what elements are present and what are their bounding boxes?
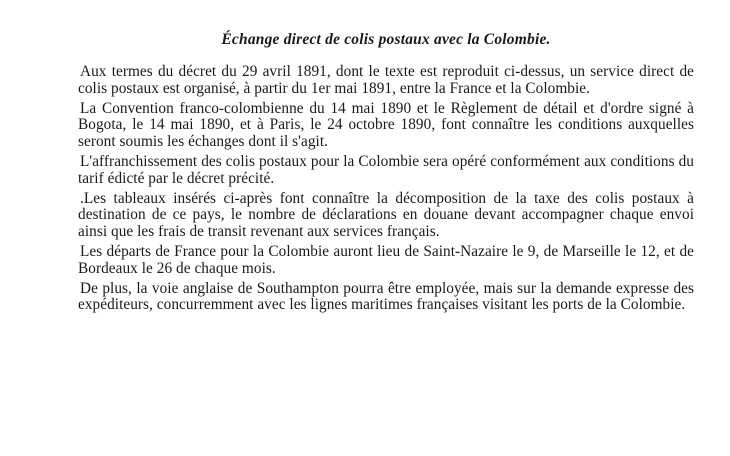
paragraph-southampton: De plus, la voie anglaise de Southampton pourra être employée, mais sur la demande expresse des expéditeurs, concurremment avec les lignes maritimes françaises visitant les ports de la Colombie. <box>78 279 694 314</box>
paragraph-decree: Aux termes du décret du 29 avril 1891, dont le texte est reproduit ci-dessus, un service direct de colis postaux est organisé, à partir du 1er mai 1891, entre la France et la Colombie. <box>78 63 694 97</box>
paragraph-postage: L'affranchissement des colis postaux pour la Colombie sera opéré conformément aux conditions du tarif édicté par le décret précité. <box>78 152 694 187</box>
document-title: Échange direct de colis postaux avec la Colombie. <box>221 31 551 48</box>
paragraph-tables: .Les tableaux insérés ci-après font connaître la décomposition de la taxe des colis postaux à destination de ce pays, le nombre de déclarations en douane devant accompagner chaque envoi ainsi que les frais de transit revenant aux services français. <box>78 189 694 241</box>
paragraph-convention: La Convention franco-colombienne du 14 mai 1890 et le Règlement de détail et d'ordre signé à Bogota, le 14 mai 1890, et à Paris, le 24 octobre 1890, font connaître les conditions auxquelles seront soumis les échanges dont il s'agit. <box>78 99 694 151</box>
paragraph-departures: Les départs de France pour la Colombie auront lieu de Saint-Nazaire le 9, de Marseille le 12, et de Bordeaux le 26 de chaque mois. <box>78 242 694 277</box>
document-page <box>78 30 694 317</box>
